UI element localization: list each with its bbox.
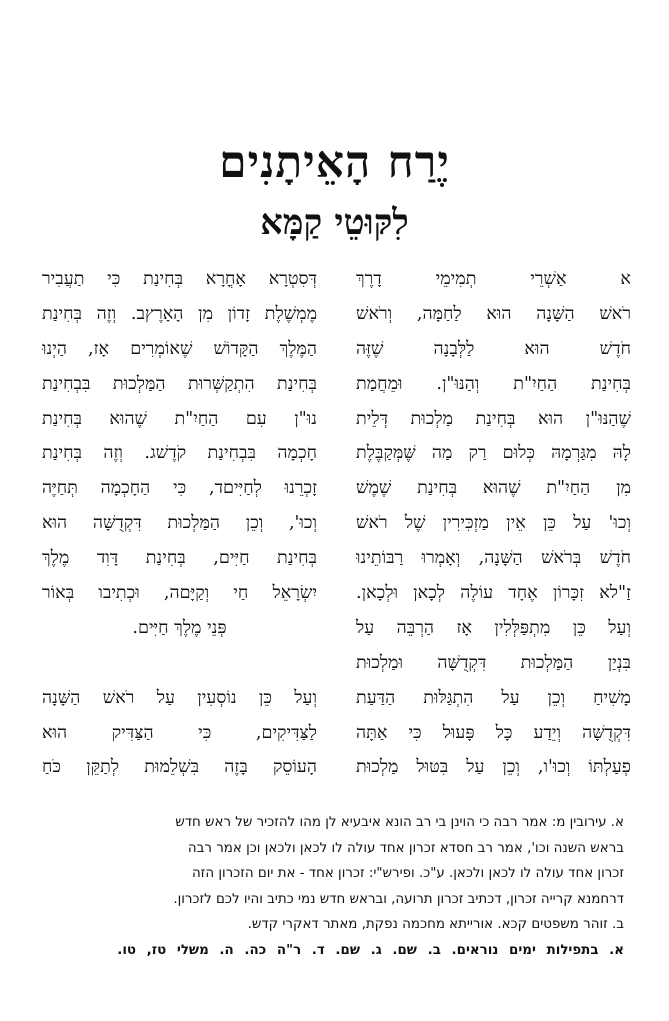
- text-line: זַ"לא זִכָּרוֹן אֶחָד עוֹלֶה לְכָאן וּלְכָאן.: [356, 583, 631, 604]
- text-line: רֹאשׁ הַשָּׁנָה הוּא לַחַמָּה, וְרֹאשׁ: [356, 303, 631, 324]
- text-line: חָכְמָה בִּבְחִינַת קֹדֶשׁג. וְזֶה בְּחִינַת: [42, 443, 317, 464]
- text-line: מֶמְשֶׁלֶת זָדוֹן מִן הָאָרֶץב. וְזֶה בְּחִינַת: [42, 303, 317, 324]
- paragraph-gap: [42, 646, 317, 681]
- text-line: מָשִׁיחַ וְכֵן עַל הִתְגַּלּוּת הַדַּעַת: [356, 687, 631, 708]
- text-line: חֹדֶשׁ בְּרֹאשׁ הַשָּׁנָה, וְאָמְרוּ רַבּוֹתֵינוּ: [356, 548, 631, 569]
- paragraph-end-line: פְּנֵי מֶלֶךְ חַיִּים.: [132, 617, 227, 638]
- text-line: לָהּ מִגַּרְמָהּ כְּלוּם רַק מַה שֶּׁמְּקַבֶּלֶת: [356, 443, 631, 464]
- text-line: בְּחִינַת הִתְקַשְּׁרוּת הַמַּלְכוּת בִּבְחִינַת: [42, 373, 317, 394]
- text-line: וְעַל כֵּן נוֹסְעִין עַל רֹאשׁ הַשָּׁנָה: [42, 687, 317, 708]
- text-line: הָעוֹסֵק בָּזֶה בִּשְׁלֵמוּת לְתַקֵּן כֹּחַ: [42, 757, 317, 778]
- right-text-column: [356, 262, 631, 785]
- footnote-line: בראש השנה וכו', אמר רב חסדא זכרון אחד עולה לו לכאן ולכאן וכן אמר רבה: [187, 840, 624, 856]
- text-line: שֶׁהַנּוּ"ן הוּא בְּחִינַת מַלְכוּת דְּלֵית: [356, 408, 631, 429]
- left-text-column: [42, 262, 317, 785]
- text-line: זָכְרֵנוּ לְחַיִּיםד, כִּי הַחָכְמָה תְּחַיֶּה: [42, 478, 317, 499]
- source-references-line: א. בתפילות ימים נוראים. ב. שם. ג. שם. ד. ר"ה כה. ה. משלי טז, טו.: [117, 942, 624, 958]
- text-line: מִן הַחַיִ"ת שֶׁהוּא בְּחִינַת שֶׁמֶשׁ: [356, 478, 631, 499]
- text-line: לַצַּדִּיקִים, כִּי הַצַּדִּיק הוּא: [42, 722, 317, 743]
- text-line: דְּסִטְרָא אָחֳרָא בְּחִינַת כִּי תַעֲבִיר: [42, 269, 317, 289]
- text-line: נוּ"ן עִם הַחַיִ"ת שֶׁהוּא בְּחִינַת: [42, 408, 317, 429]
- footnote-line: זכרון אחד עולה לו לכאן ולכאן. ע"כ. ופירש"י: זכרון אחד - את יום הזכרון הזה: [191, 866, 624, 882]
- text-line: פְעַלְתּוֹ וְכוּ'ו, וְכֵן עַל בִּטּוּל מַלְכוּת: [356, 757, 631, 778]
- footnote-line: דרחמנא קרייה זכרון, דכתיב זכרון תרועה, ובראש חדש נמי כתיב והיו לכם לזכרון.: [173, 891, 624, 907]
- section-subtitle: לִקּוּטֵי קַמָּא: [260, 202, 409, 243]
- text-line: הַמֶּלֶךְ הַקָּדוֹשׁ שֶׁאוֹמְרִים אָז, הַיְנוּ: [42, 338, 317, 359]
- text-line: וְכוּ', וְכֵן הַמַּלְכוּת דִּקְדֻשָּׁה הוּא: [42, 513, 317, 534]
- text-line: בְּחִינַת הַחַיִ"ת וְהַנּוּ"ן. וּמֵחֲמַת: [356, 373, 631, 394]
- page-title: יֶרַח הָאֵיתָנִים: [219, 137, 450, 188]
- text-line: א אַשְׁרֵי תְמִימֵי דָרֶךְ: [356, 269, 631, 289]
- footnote-line: ב. זוהר משפטים קכא. אורייתא מחכמה נפקת, מאתר דאקרי קדש.: [247, 917, 624, 933]
- text-line: דִּקְדֻשָּׁה וְיֵדַע כָּל פָּעוּל כִּי אַתָּה: [356, 722, 631, 743]
- text-line: בִּנְיַן הַמַּלְכוּת דִּקְדֻשָּׁה וּמַלְכוּת: [356, 652, 631, 673]
- text-line: וְכוּ' עַל כֵּן אֵין מַזְכִּירִין שֶׁל רֹאשׁ: [356, 513, 631, 534]
- footnotes-section: [45, 810, 624, 964]
- text-line: בְּחִינַת חַיִּים, בְּחִינַת דָּוִד מֶלֶךְ: [42, 548, 317, 569]
- text-line: יִשְׂרָאֵל חַי וְקַיָּםה, וּכְתִיבו בְּאוֹר: [42, 583, 317, 604]
- text-line: וְעַל כֵּן מִתְפַּלְּלִין אָז הַרְבֵּה עַל: [356, 617, 631, 638]
- text-line: חֹדֶשׁ הוּא לַלְּבָנָה שֶׁזֶּה: [356, 338, 631, 359]
- footnote-line: א. עירובין מ: אמר רבה כי הוינן בי רב הונא איבעיא לן מהו להזכיר של ראש חדש: [175, 815, 624, 830]
